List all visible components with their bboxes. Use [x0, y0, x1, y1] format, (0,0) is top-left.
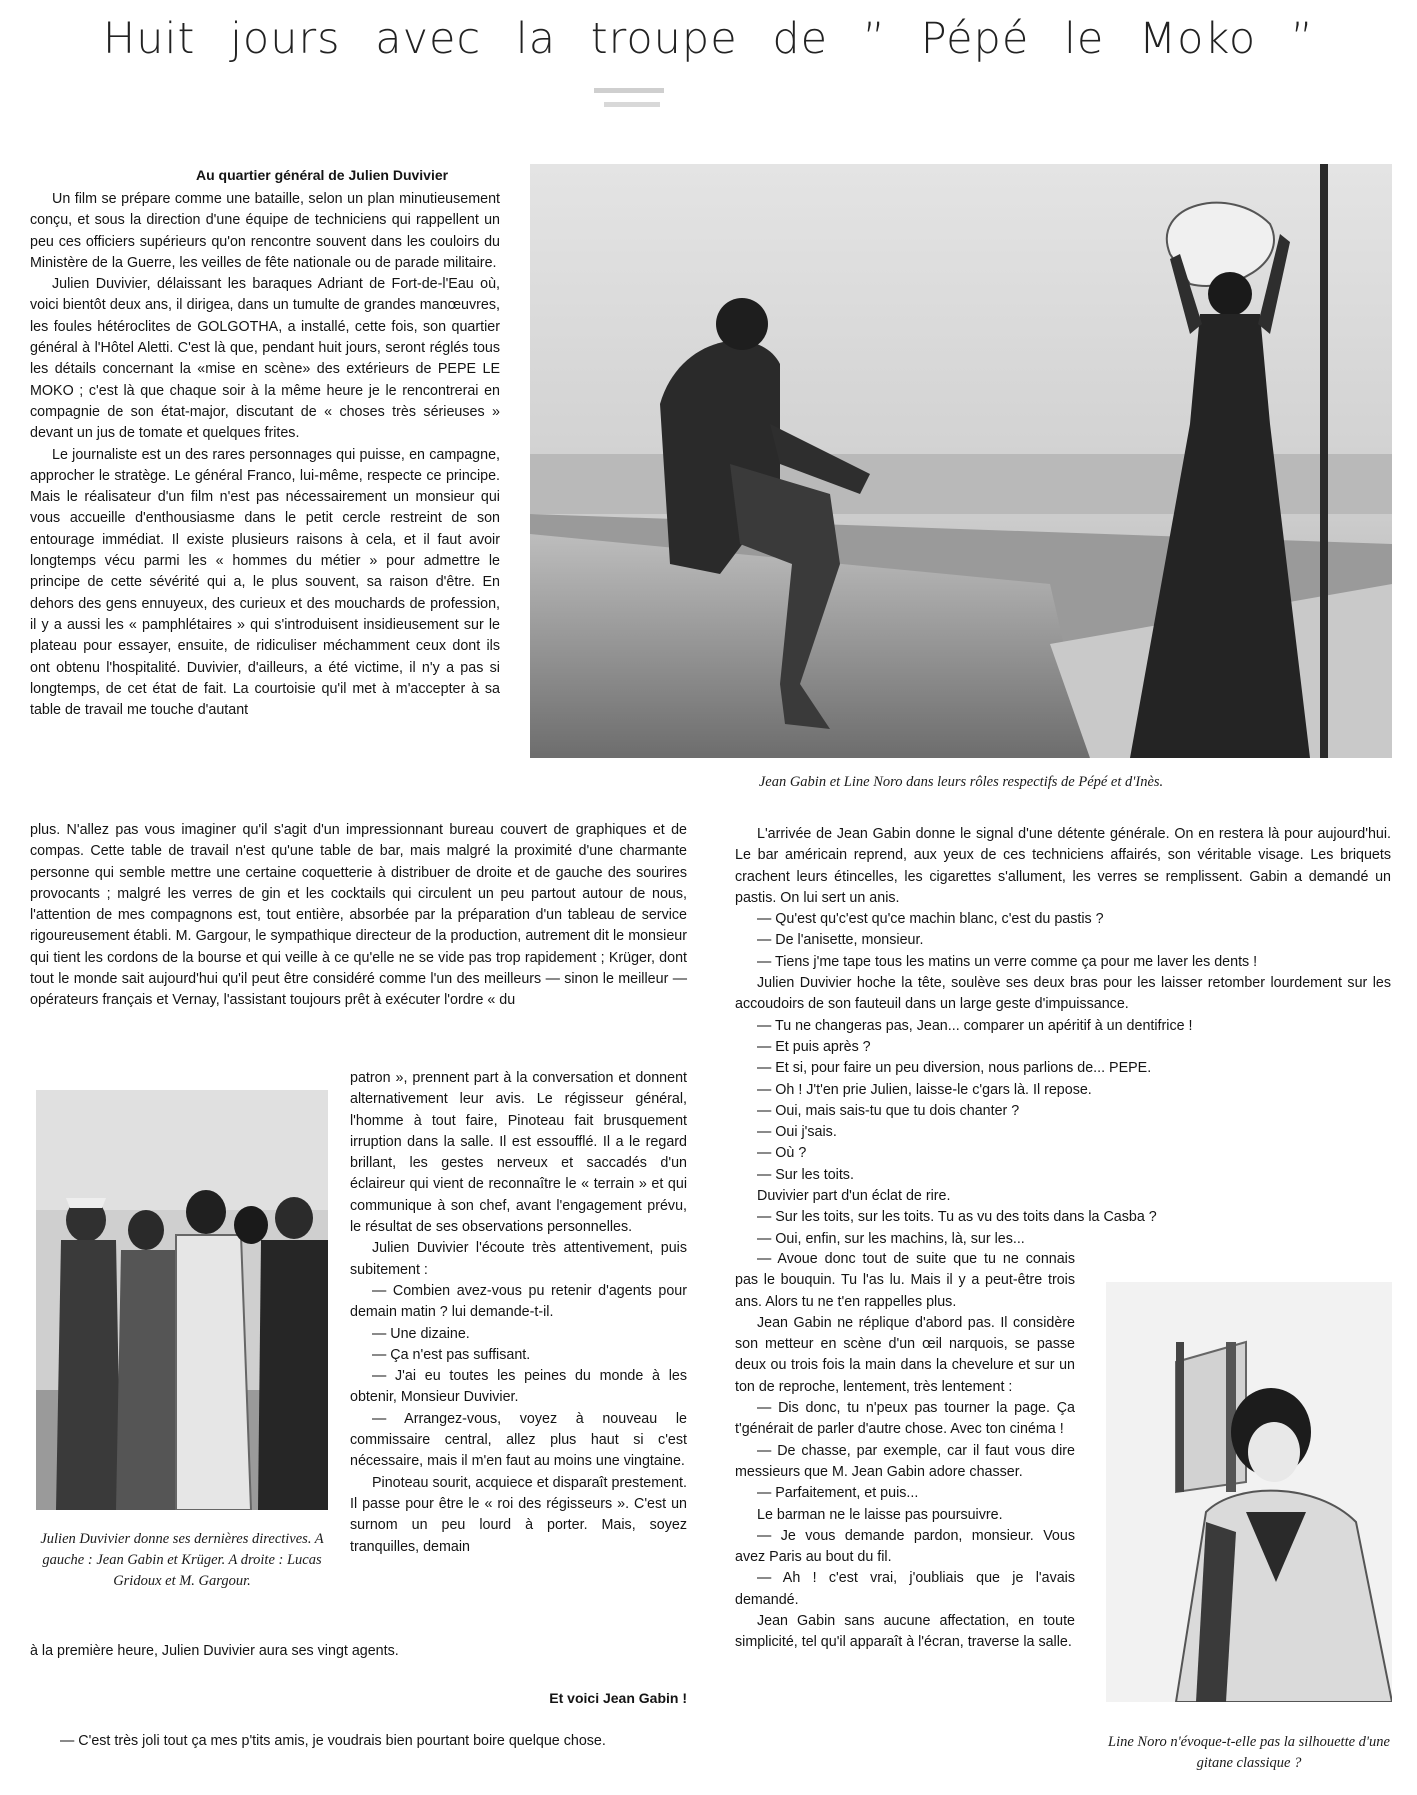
dialogue-line: — Tiens j'me tape tous les matins un verre comme ça pour me laver les dents !	[757, 953, 1258, 970]
section-heading-quartier: Au quartier général de Julien Duvivier	[196, 167, 449, 183]
dialogue-line: — Parfaitement, et puis...	[757, 1485, 919, 1502]
dialogue-line: — Ça n'est pas suffisant.	[372, 1346, 531, 1363]
paragraph: Julien Duvivier l'écoute très attentivement, puis subitement :	[350, 1240, 687, 1278]
dialogue-line: — Qu'est qu'c'est qu'ce machin blanc, c'est du pastis ?	[757, 911, 1104, 928]
dialogue-line: — Je vous demande pardon, monsieur. Vous avez Paris au bout du fil.	[735, 1527, 1075, 1566]
paragraph: Julien Duvivier hoche la tête, soulève ses deux bras pour les laisser retomber lourdement sur les accoudoirs de son fauteuil dans un large geste d'impuissance.	[735, 975, 1391, 1013]
right-column-narrow	[735, 1249, 1075, 1654]
dialogue-line: — Et si, pour faire un peu diversion, nous parlions de... PEPE.	[757, 1060, 1152, 1077]
paragraph: patron », prennent part à la conversation et donnent alternativement leur avis. Le régisseur général, l'homme à tout faire, Pinoteau fait brusquement irruption dans la salle. Il est essoufflé. Il a le regard brillant, les gestes nerveux et saccadés d'un éclaireur qui vient de reconnaître le « terrain » et qui communique à son chef, avant l'engagement prévu, le résultat de ses observations personnelles.	[350, 1070, 687, 1236]
page-title: Huit jours avec la troupe de ” Pépé le Moko ”	[102, 14, 1315, 64]
dialogue-line: — Une dizaine.	[372, 1325, 470, 1342]
paragraph: Jean Gabin ne réplique d'abord pas. Il considère son metteur en scène d'un œil narquois, se passe deux ou trois fois la main dans la chevelure et sur un ton de reproche, lentement, très lentement :	[735, 1314, 1075, 1395]
paragraph: Julien Duvivier, délaissant les baraques Adriant de Fort-de-l'Eau où, voici bientôt deux ans, il dirigea, dans un tumulte de grandes manœuvres, les foules hétéroclites de GOLGOTHA, a installé, cette fois, son quartier général à l'Hôtel Aletti. C'est là que, pendant huit jours, seront réglés tous les détails concernant la «mise en scène» des extérieurs de PEPE LE MOKO ; c'est là que chaque soir à la même heure je le rencontrerai en compagnie de son état-major, discutant de « choses très sérieuses » devant un jus de tomate et quelques frites.	[30, 276, 500, 442]
dialogue-line: — Oui j'sais.	[757, 1124, 837, 1141]
paragraph: Jean Gabin sans aucune affectation, en toute simplicité, tel qu'il apparaît à l'écran, traverse la salle.	[735, 1613, 1075, 1651]
caption-main-photo: Jean Gabin et Line Noro dans leurs rôles respectifs de Pépé et d'Inès.	[758, 774, 1164, 790]
paragraph: Un film se prépare comme une bataille, selon un plan minutieusement conçu, et sous la direction d'une équipe de techniciens qui rappellent un peu ces officiers supérieurs qu'on rencontre souvent dans les couloirs du Ministère de la Guerre, les veilles de fête nationale ou de parade militaire.	[30, 191, 500, 271]
dialogue-line: — Dis donc, tu n'peux pas tourner la page. Ça t'générait de parler d'autre chose. Avec ton cinéma !	[735, 1400, 1075, 1438]
dialogue-line: — Sur les toits.	[757, 1166, 854, 1183]
portrait-photo-line-noro	[1106, 1282, 1392, 1702]
print-smudge	[590, 84, 680, 114]
paragraph: à la première heure, Julien Duvivier aura ses vingt agents.	[30, 1643, 399, 1659]
dialogue-line: — J'ai eu toutes les peines du monde à les obtenir, Monsieur Duvivier.	[350, 1368, 687, 1406]
dialogue-line: — Sur les toits, sur les toits. Tu as vu des toits dans la Casba ?	[757, 1209, 1157, 1226]
dialogue-line: — Oui, enfin, sur les machins, là, sur les...	[757, 1230, 1025, 1247]
left-column-wide	[30, 820, 687, 1012]
paragraph: Pinoteau sourit, acquiece et disparaît prestement. Il passe pour être le « roi des régisseurs ». C'est un surnom un peu lourd à porter. Mais, soyez tranquilles, demain	[350, 1474, 687, 1555]
dialogue-line: — De l'anisette, monsieur.	[757, 932, 924, 949]
right-column-wide	[735, 824, 1391, 1250]
dialogue-line: — Arrangez-vous, voyez à nouveau le commissaire central, allez plus haut si c'est nécessaire, mais il m'en faut au moins une vingtaine.	[350, 1410, 687, 1470]
section-heading-gabin: Et voici Jean Gabin !	[549, 1690, 687, 1706]
paragraph: L'arrivée de Jean Gabin donne le signal d'une détente générale. On en restera là pour aujourd'hui. Le bar américain reprend, aux yeux de ces techniciens affairés, son véritable visage. Les briquets crachent leurs étincelles, les cigarettes s'allument, les verres se remplissent. Gabin a demandé un pastis. On lui sert un anis.	[735, 826, 1391, 906]
paragraph: plus. N'allez pas vous imaginer qu'il s'agit d'un impressionnant bureau couvert de graphiques et de compas. Cette table de travail n'est qu'une table de bar, mais malgré la proximité d'une charmante personne qui semble mettre une certaine coquetterie à distribuer de droite et de gauche des sourires provocants ; malgré les verres de gin et les cocktails qui circulent un peu partout autour de nous, l'attention de mes compagnons est, tout entière, absorbée par la préparation d'un tableau de service rigoureusement établi. M. Gargour, le sympathique directeur de la production, autrement dit le monsieur qui tient les cordons de la bourse et qui veille à ce qu'elle ne se vide pas trop rapidement ; Krüger, dont tout le monde sait aujourd'hui qu'il peut être considéré comme l'un des meilleurs — sinon le meilleur — opérateurs français et Vernay, l'assistant toujours prêt à exécuter l'ordre « du	[30, 822, 687, 1009]
dialogue-line: — Oh ! J't'en prie Julien, laisse-le c'gars là. Il repose.	[757, 1081, 1092, 1098]
caption-portrait-photo: Line Noro n'évoque-t-elle pas la silhouette d'une gitane classique ?	[1108, 1734, 1390, 1771]
paragraph: Duvivier part d'un éclat de rire.	[757, 1188, 951, 1205]
dialogue-line: — Ah ! c'est vrai, j'oubliais que je l'avais demandé.	[735, 1570, 1075, 1608]
dialogue-line: — Où ?	[757, 1145, 807, 1162]
caption-group-photo: Julien Duvivier donne ses dernières directives. A gauche : Jean Gabin et Krüger. A droite : Lucas Gridoux et M. Gargour.	[40, 1531, 324, 1589]
left-column-narrow	[350, 1068, 687, 1558]
dialogue-line: — Avoue donc tout de suite que tu ne connais pas le bouquin. Tu l'as lu. Mais il y a peut-être trois ans. Alors tu ne t'en rappelles plus.	[735, 1251, 1075, 1310]
group-photo-duvivier	[36, 1090, 328, 1510]
dialogue-line: — De chasse, par exemple, car il faut vous dire messieurs que M. Jean Gabin adore chasser.	[735, 1442, 1075, 1480]
paragraph: Le journaliste est un des rares personnages qui puisse, en campagne, approcher le stratège. Le général Franco, lui-même, respecte ce principe. Mais le réalisateur d'un film n'est pas nécessairement un monsieur qui vous accueille d'enthousiasme dans le petit cercle restreint de son entourage immédiat. Il existe plusieurs raisons à cela, et il faut avoir longtemps vécu parmi les « hommes du métier » pour admettre le principe de cette sévérité qui a, le plus souvent, sa raison d'être. En dehors des gens ennuyeux, des curieux et des mouchards de profession, il y a aussi les « pamphlétaires » qui s'introduisent insidieusement sur le plateau pour essayer, ensuite, de ridiculiser méchamment ceux dont ils ont obtenu l'hospitalité. Duvivier, d'ailleurs, a été victime, il n'y a pas si longtemps, de cet état de fait. La courtoisie qu'il met à m'accepter à sa table de travail me touche d'autant	[30, 446, 500, 719]
left-column-top	[30, 189, 500, 721]
paragraph: — C'est très joli tout ça mes p'tits amis, je voudrais bien pourtant boire quelque chose.	[60, 1733, 606, 1749]
dialogue-line: — Et puis après ?	[757, 1038, 871, 1055]
paragraph: Le barman ne le laisse pas poursuivre.	[757, 1506, 1003, 1523]
left-column-last	[30, 1641, 687, 1662]
main-photo-gabin-noro	[530, 164, 1392, 758]
dialogue-line: — Tu ne changeras pas, Jean... comparer un apéritif à un dentifrice !	[757, 1017, 1193, 1034]
dialogue-line: — Oui, mais sais-tu que tu dois chanter ?	[757, 1102, 1020, 1119]
section2-paragraph	[30, 1731, 687, 1752]
dialogue-line: — Combien avez-vous pu retenir d'agents pour demain matin ? lui demande-t-il.	[350, 1282, 687, 1321]
